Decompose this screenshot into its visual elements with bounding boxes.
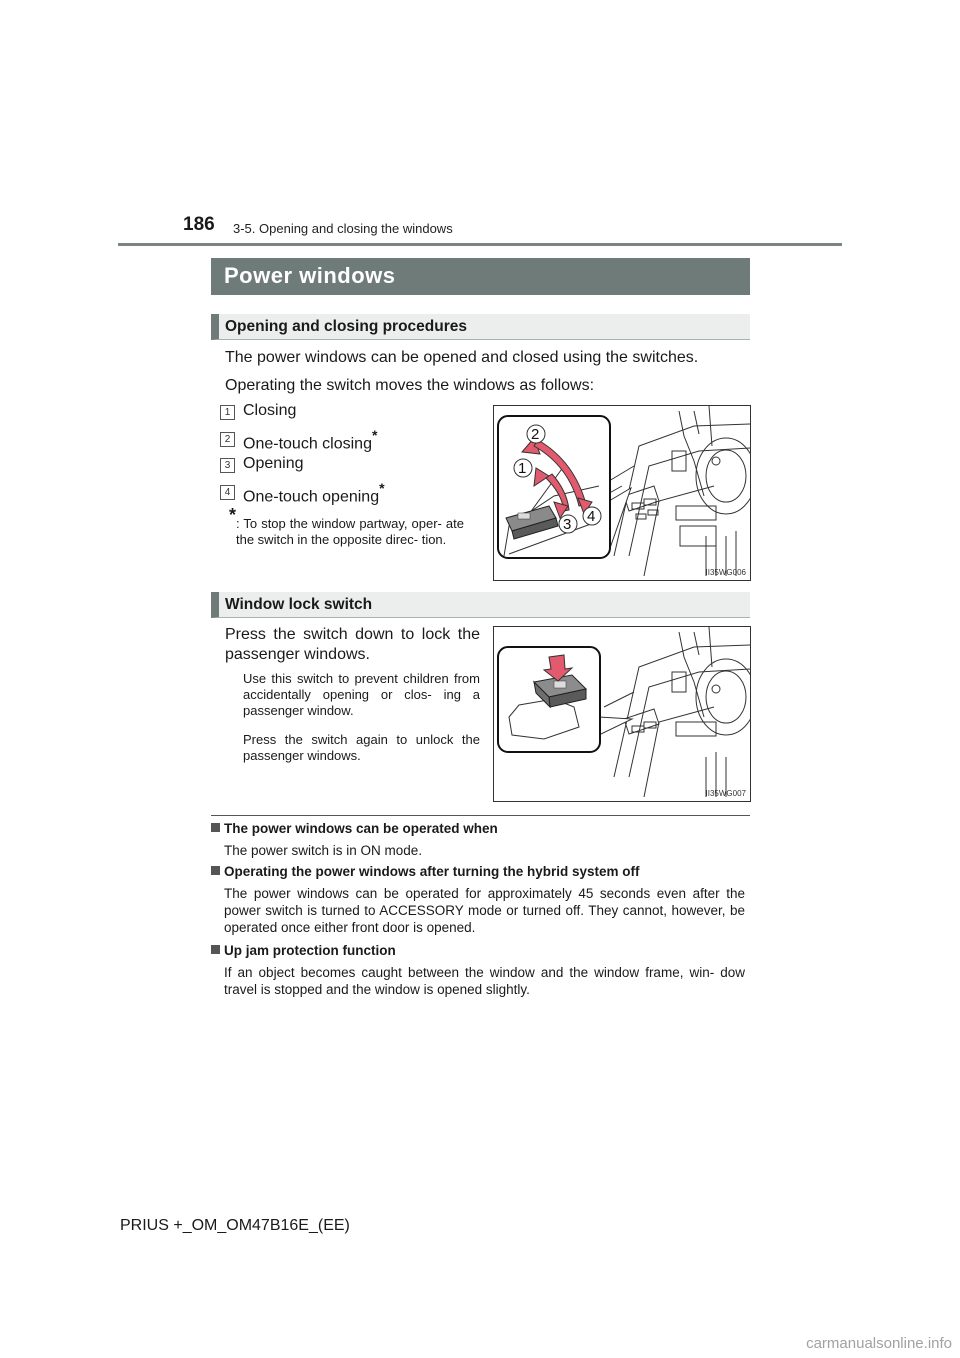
list-item-closing: Closing [243, 402, 297, 419]
section-heading-opening: Opening and closing procedures [211, 314, 750, 340]
list-item-one-touch-opening: One-touch opening* [243, 480, 385, 506]
svg-text:3: 3 [563, 516, 572, 533]
document-code: PRIUS +_OM_OM47B16E_(EE) [120, 1217, 350, 1234]
footnote-text: : To stop the window partway, oper- ate the switch in the opposite direc- tion. [236, 516, 464, 547]
lock-illustration [494, 627, 750, 801]
note-heading: The power windows can be operated when [211, 821, 498, 836]
figure-code: II35WG006 [705, 568, 746, 577]
lock-note-1: Use this switch to prevent children from accidentally opening or clos- ing a passenger window. [243, 671, 480, 718]
list-item-one-touch-closing: One-touch closing* [243, 427, 378, 453]
callout-3 [559, 515, 577, 533]
figure-window-switch [493, 405, 751, 581]
note-heading: Operating the power windows after turning the hybrid system off [211, 864, 640, 879]
callout-2 [527, 425, 545, 443]
callout-4 [583, 507, 601, 525]
page-number: 186 [183, 214, 215, 235]
svg-text:1: 1 [518, 460, 527, 477]
notes-divider [211, 815, 750, 816]
header-divider [118, 243, 842, 246]
bullet-square-icon [211, 866, 220, 875]
intro-text-1: The power windows can be opened and closed using the switches. [225, 349, 699, 366]
switch-illustration [494, 406, 750, 580]
note-body: The power switch is in ON mode. [224, 843, 423, 858]
list-number: 4 [220, 485, 235, 500]
list-number: 1 [220, 405, 235, 420]
note-body: If an object becomes caught between the window and the window frame, win- dow travel is stopped and the window is opened slightly. [224, 965, 745, 997]
lock-instruction: Press the switch down to lock the passenger windows. [225, 626, 480, 663]
bullet-square-icon [211, 945, 220, 954]
page-title: Power windows [211, 258, 750, 295]
bullet-square-icon [211, 823, 220, 832]
figure-code: II35WG007 [705, 789, 746, 798]
section-reference: 3-5. Opening and closing the windows [233, 221, 453, 236]
list-item-opening: Opening [243, 455, 304, 472]
lock-note-2: Press the switch again to unlock the passenger windows. [243, 732, 480, 763]
watermark: carmanualsonline.info [806, 1335, 952, 1352]
section-heading-window-lock: Window lock switch [211, 592, 750, 618]
svg-text:2: 2 [531, 426, 540, 443]
note-heading: Up jam protection function [211, 943, 396, 958]
list-number: 2 [220, 432, 235, 447]
svg-text:4: 4 [587, 508, 596, 525]
list-number: 3 [220, 458, 235, 473]
intro-text-2: Operating the switch moves the windows as follows: [225, 377, 595, 394]
note-body: The power windows can be operated for approximately 45 seconds even after the power switch is turned to ACCESSORY mode or turned off. They cannot, however, be operated once either front door is opened. [224, 886, 745, 935]
footnote-star: * [229, 505, 237, 525]
figure-window-lock [493, 626, 751, 802]
callout-1 [514, 459, 532, 477]
